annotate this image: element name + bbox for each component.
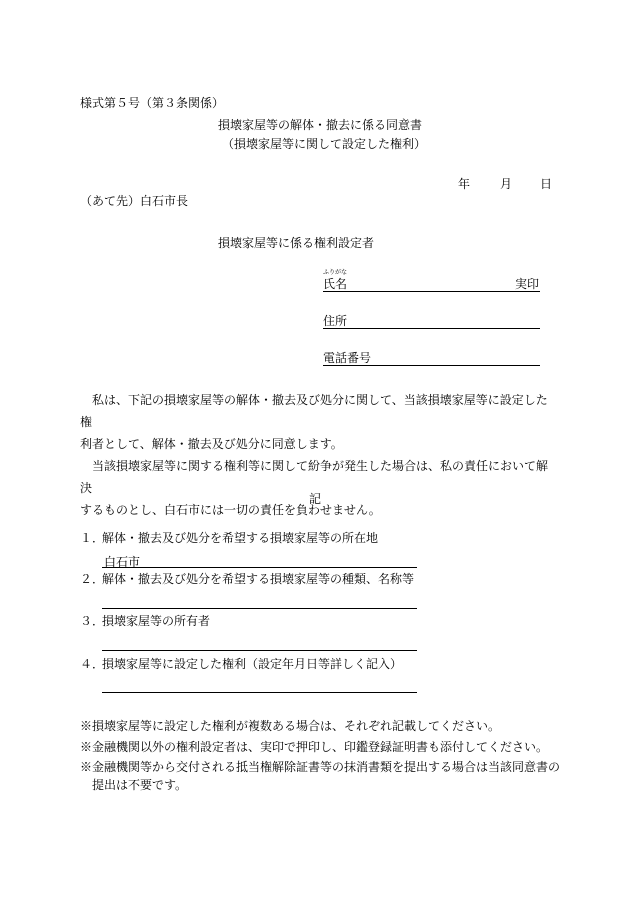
name-ruby: ふりがな bbox=[323, 269, 348, 276]
note-3-continued: 提出は不要です。 bbox=[80, 778, 188, 792]
item-2-field[interactable] bbox=[102, 608, 417, 609]
addressee: （あて先）白石市長 bbox=[80, 194, 189, 208]
address-label: 住所 bbox=[323, 314, 348, 328]
date-year-label: 年 bbox=[458, 177, 471, 191]
date-month-label: 月 bbox=[500, 177, 513, 191]
form-number: 様式第５号（第３条関係） bbox=[80, 96, 225, 110]
paragraph1-line2: 利者として、解体・撤去及び処分に同意します。 bbox=[80, 437, 343, 451]
note-3: ※金融機関等から交付される抵当権解除証書等の抹消書類を提出する場合は当該同意書の bbox=[80, 760, 561, 774]
name-label: 氏名 bbox=[323, 277, 348, 291]
item-4-label: 損壊家屋等に設定した権利（設定年月日等詳しく記入） bbox=[102, 657, 403, 671]
item-2-number: ２． bbox=[80, 572, 105, 586]
item-4-field[interactable] bbox=[102, 692, 417, 693]
item-2-label: 解体・撤去及び処分を希望する損壊家屋等の種類、名称等 bbox=[102, 572, 415, 586]
paragraph2-line1: 当該損壊家屋等に関する権利等に関して紛争が発生した場合は、私の責任において解決 bbox=[80, 459, 549, 495]
seal-label: 実印 bbox=[515, 277, 540, 291]
phone-label: 電話番号 bbox=[323, 351, 372, 365]
note-1: ※損壊家屋等に設定した権利が複数ある場合は、それぞれ記載してください。 bbox=[80, 719, 501, 733]
phone-field[interactable] bbox=[323, 365, 540, 366]
item-1-label: 解体・撤去及び処分を希望する損壊家屋等の所在地 bbox=[102, 531, 379, 545]
ki-heading: 記 bbox=[309, 492, 322, 506]
item-4-number: ４． bbox=[80, 657, 105, 671]
paragraph2-line2: するものとし、白石市には一切の責任を負わせません。 bbox=[80, 503, 381, 517]
item-3-number: ３． bbox=[80, 614, 105, 628]
item-3-label: 損壊家屋等の所有者 bbox=[102, 614, 211, 628]
form-title: 損壊家屋等の解体・撤去に係る同意書 bbox=[218, 118, 423, 132]
paragraph1-line1: 私は、下記の損壊家屋等の解体・撤去及び処分に関して、当該損壊家屋等に設定した権 bbox=[80, 393, 548, 429]
item-1-value: 白石市 bbox=[104, 555, 141, 569]
form-subtitle: （損壊家屋等に関して設定した権利） bbox=[222, 137, 427, 151]
applicant-heading: 損壊家屋等に係る権利設定者 bbox=[218, 236, 375, 250]
name-field[interactable] bbox=[323, 291, 540, 292]
address-field[interactable] bbox=[323, 328, 540, 329]
item-1-number: １． bbox=[80, 531, 105, 545]
date-day-label: 日 bbox=[540, 177, 553, 191]
item-1-field[interactable] bbox=[102, 567, 417, 568]
item-3-field[interactable] bbox=[102, 650, 417, 651]
note-2: ※金融機関以外の権利設定者は、実印で押印し、印鑑登録証明書も添付してください。 bbox=[80, 740, 549, 754]
